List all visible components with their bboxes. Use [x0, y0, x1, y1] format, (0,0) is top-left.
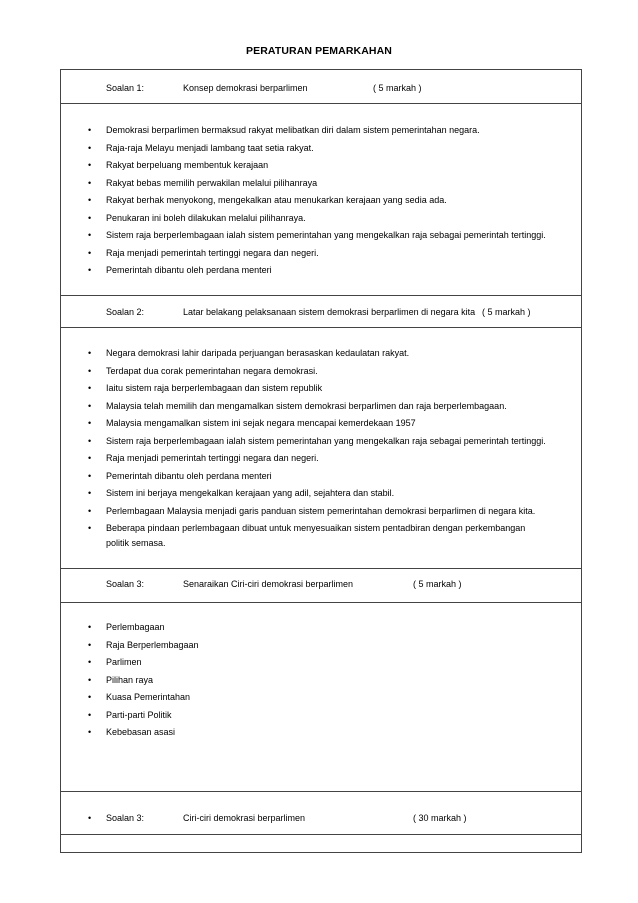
page-title: PERATURAN PEMARKAHAN — [246, 45, 392, 57]
list-item — [61, 639, 581, 657]
section-1-answer-list — [61, 124, 581, 282]
list-item — [61, 452, 581, 470]
list-item — [61, 264, 581, 282]
bullet-icon: • — [88, 727, 92, 737]
section-4-bullet: • — [88, 813, 92, 823]
bullet-icon: • — [88, 657, 92, 667]
list-item-text: Malaysia telah memilih dan mengamalkan sistem demokrasi berparlimen dan raja berperlembagaan. — [106, 400, 507, 411]
bullet-icon: • — [88, 125, 92, 135]
list-item-text: Parlimen — [106, 657, 142, 667]
list-item — [61, 487, 581, 505]
bullet-icon: • — [88, 453, 92, 463]
list-item — [61, 124, 581, 142]
list-item — [61, 159, 581, 177]
bullet-icon: • — [88, 383, 92, 393]
section-2-number: Soalan 2: — [106, 307, 145, 317]
list-item — [61, 194, 581, 212]
bullet-icon: • — [88, 212, 92, 223]
bullet-icon: • — [88, 160, 92, 170]
divider — [61, 791, 581, 792]
section-3-title: Senaraikan Ciri-ciri demokrasi berparlimen — [183, 579, 354, 589]
divider — [61, 327, 581, 328]
bullet-icon: • — [88, 674, 92, 685]
section-2-continuation: politik semasa. — [106, 538, 166, 548]
bullet-icon: • — [88, 365, 92, 376]
bullet-icon: • — [88, 177, 92, 188]
bullet-icon: • — [88, 639, 92, 650]
section-2-answer-list — [61, 347, 581, 540]
list-item — [61, 674, 581, 692]
list-item-text: Rakyat berhak menyokong, mengekalkan atau menukarkan kerajaan yang sedia ada. — [106, 195, 447, 205]
section-3-answer-list — [61, 621, 581, 744]
list-item — [61, 691, 581, 709]
section-4-marks: ( 30 markah ) — [413, 813, 467, 823]
divider — [61, 602, 581, 603]
bullet-icon: • — [88, 523, 92, 533]
marking-scheme-table — [60, 69, 582, 853]
list-item-text: Kebebasan asasi — [106, 727, 176, 737]
list-item-text: Rakyat bebas memilih perwakilan melalui pilihanraya — [106, 177, 318, 188]
bullet-icon: • — [88, 505, 92, 516]
list-item — [61, 347, 581, 365]
section-3-marks: ( 5 markah ) — [413, 579, 462, 589]
divider — [61, 834, 581, 835]
list-item — [61, 470, 581, 488]
divider — [61, 103, 581, 104]
divider — [61, 295, 581, 296]
list-item — [61, 177, 581, 195]
list-item-text: Penukaran ini boleh dilakukan melalui pilihanraya. — [106, 212, 306, 223]
bullet-icon: • — [88, 400, 92, 411]
section-2-marks: ( 5 markah ) — [482, 307, 531, 317]
list-item — [61, 505, 581, 523]
list-item-text: Rakyat berpeluang membentuk kerajaan — [106, 160, 269, 170]
list-item-text: Pemerintah dibantu oleh perdana menteri — [106, 470, 272, 481]
list-item — [61, 656, 581, 674]
divider — [61, 568, 581, 569]
bullet-icon: • — [88, 418, 92, 428]
section-1-number: Soalan 1: — [106, 83, 145, 93]
bullet-icon: • — [88, 622, 92, 632]
section-4-title: Ciri-ciri demokrasi berparlimen — [183, 813, 306, 823]
section-1-marks: ( 5 markah ) — [373, 83, 422, 93]
list-item — [61, 212, 581, 230]
bullet-icon: • — [88, 247, 92, 258]
list-item — [61, 365, 581, 383]
bullet-icon: • — [88, 265, 92, 275]
bullet-icon: • — [88, 348, 92, 358]
bullet-icon: • — [88, 488, 92, 498]
bullet-icon: • — [88, 692, 92, 702]
bullet-icon: • — [88, 195, 92, 205]
list-item — [61, 247, 581, 265]
list-item — [61, 142, 581, 160]
section-1-title: Konsep demokrasi berparlimen — [183, 83, 308, 93]
section-2-title: Latar belakang pelaksanaan sistem demokrasi berparlimen di negara kita — [183, 307, 476, 317]
list-item-text: Pemerintah dibantu oleh perdana menteri — [106, 265, 272, 275]
list-item-text: Raja menjadi pemerintah tertinggi negara dan negeri. — [106, 247, 319, 258]
list-item-text: Raja-raja Melayu menjadi lambang taat setia rakyat. — [106, 142, 314, 153]
list-item-text: Iaitu sistem raja berperlembagaan dan sistem republik — [106, 383, 323, 393]
list-item-text: Terdapat dua corak pemerintahan negara demokrasi. — [106, 365, 318, 376]
list-item-text: Kuasa Pemerintahan — [106, 692, 191, 702]
list-item — [61, 382, 581, 400]
bullet-icon: • — [88, 230, 92, 240]
list-item-text: Pilihan raya — [106, 674, 154, 685]
bullet-icon: • — [88, 435, 92, 446]
section-4-number: Soalan 3: — [106, 813, 145, 823]
list-item-text: Sistem ini berjaya mengekalkan kerajaan yang adil, sejahtera dan stabil. — [106, 488, 395, 498]
list-item — [61, 709, 581, 727]
bullet-icon: • — [88, 470, 92, 481]
list-item — [61, 621, 581, 639]
list-item-text: Malaysia mengamalkan sistem ini sejak negara mencapai kemerdekaan 1957 — [106, 418, 416, 428]
list-item-text: Sistem raja berperlembagaan ialah sistem pemerintahan yang mengekalkan raja sebagai pemerintah tertinggi. — [106, 230, 546, 240]
list-item-text: Beberapa pindaan perlembagaan dibuat untuk menyesuaikan sistem pentadbiran dengan perkembangan — [106, 523, 526, 533]
list-item-text: Raja Berperlembagaan — [106, 639, 199, 650]
list-item-text: Perlembagaan — [106, 622, 165, 632]
list-item — [61, 400, 581, 418]
section-3-number: Soalan 3: — [106, 579, 145, 589]
bullet-icon: • — [88, 709, 92, 720]
list-item — [61, 435, 581, 453]
list-item-text: Negara demokrasi lahir daripada perjuangan berasaskan kedaulatan rakyat. — [106, 348, 410, 358]
list-item-text: Raja menjadi pemerintah tertinggi negara dan negeri. — [106, 453, 319, 463]
list-item — [61, 229, 581, 247]
list-item-text: Parti-parti Politik — [106, 709, 172, 720]
list-item — [61, 726, 581, 744]
list-item-text: Demokrasi berparlimen bermaksud rakyat melibatkan diri dalam sistem pemerintahan negara. — [106, 125, 480, 135]
list-item — [61, 417, 581, 435]
list-item-text: Sistem raja berperlembagaan ialah sistem pemerintahan yang mengekalkan raja sebagai pemerintah tertinggi. — [106, 435, 546, 446]
list-item-text: Perlembagaan Malaysia menjadi garis panduan sistem pemerintahan demokrasi berparlimen di negara kita. — [106, 505, 536, 516]
bullet-icon: • — [88, 142, 92, 153]
